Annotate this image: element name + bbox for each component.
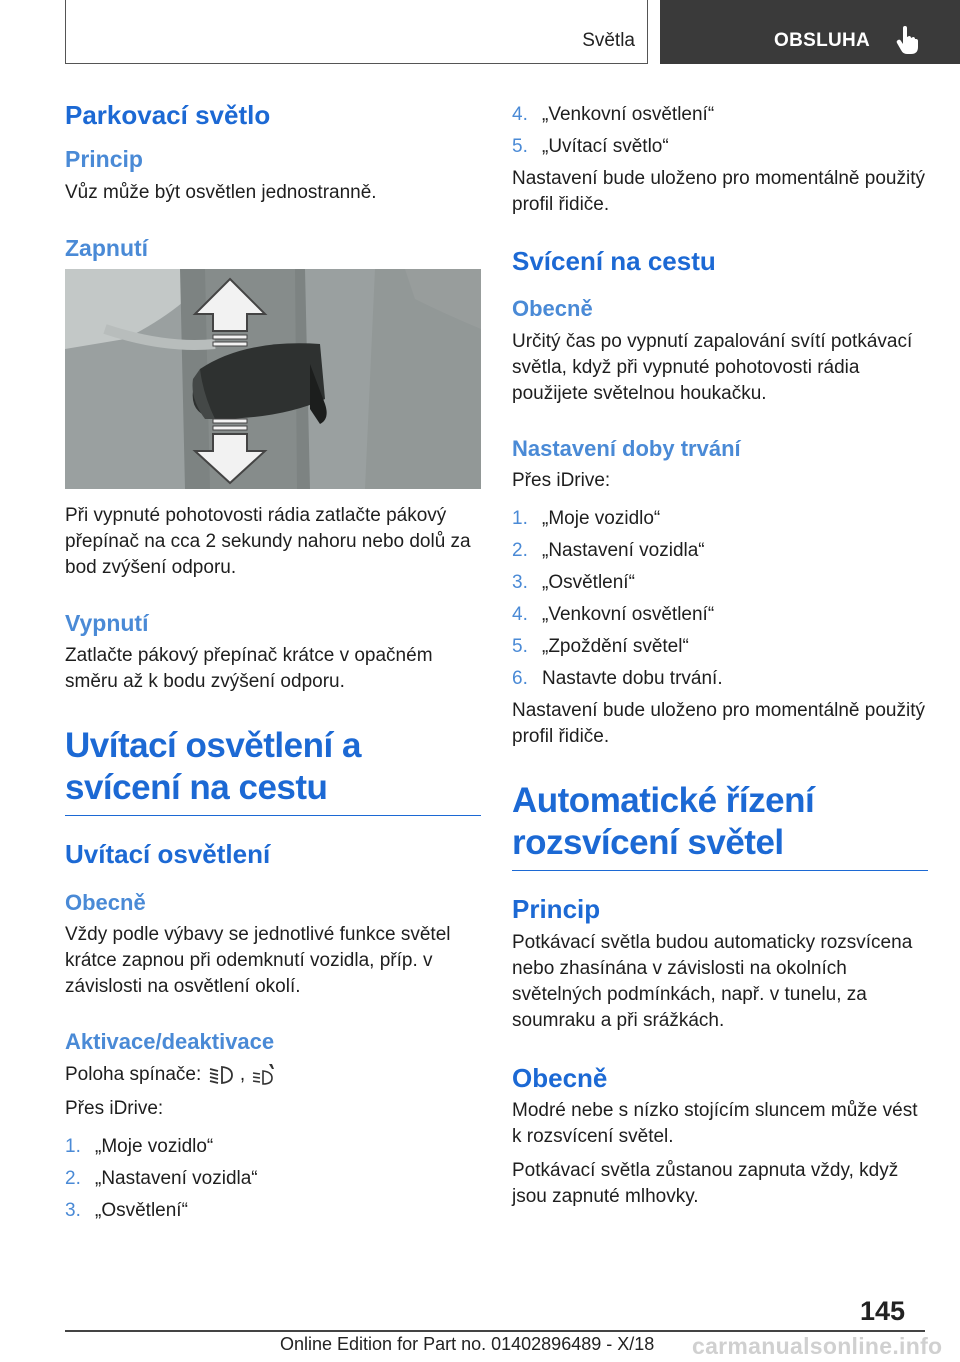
list-item: 1. „Moje vozidlo“ bbox=[512, 508, 661, 530]
switch-position-label: Poloha spínače: bbox=[65, 1063, 202, 1085]
left-column bbox=[65, 100, 481, 1230]
heading-general: Obecně bbox=[65, 889, 146, 915]
heading-automatic-headlights: Automatické řízení rozsvícení světel bbox=[512, 780, 928, 871]
text-principle-right: Potkávací světla budou automaticky rozsvícena nebo zhasínána v závislosti na okolních světelných podmínkách, např. v tunelu, za soumraku a při srážkách. bbox=[512, 931, 913, 1031]
header-section-title: Světla bbox=[582, 30, 635, 51]
heading-activation: Aktivace/deaktivace bbox=[65, 1029, 275, 1055]
page-number: 145 bbox=[860, 1296, 906, 1326]
list-item: 1. „Moje vozidlo“ bbox=[65, 1135, 214, 1157]
heading-principle: Princip bbox=[65, 146, 143, 173]
hand-pointer-icon bbox=[896, 26, 918, 54]
idrive-steps-left bbox=[65, 1134, 481, 1224]
footer-divider bbox=[65, 1330, 925, 1332]
heading-pathway-lighting: Svícení na cestu bbox=[512, 246, 716, 276]
list-item: 5. „Uvítací světlo“ bbox=[512, 136, 669, 157]
heading-parking-light: Parkovací světlo bbox=[65, 100, 271, 130]
list-item: 3. „Osvětlení“ bbox=[512, 572, 635, 594]
text-switch-on: Při vypnuté pohotovosti rádia zatlačte pákový přepínač na cca 2 sekundy nahoru nebo dolů za bod zvýšení odporu. bbox=[65, 504, 471, 578]
list-item: 3. „Osvětlení“ bbox=[65, 1199, 188, 1221]
idrive-steps-duration bbox=[512, 506, 928, 692]
switch-position-separator: , bbox=[239, 1063, 246, 1085]
heading-switch-on: Zapnutí bbox=[65, 234, 149, 261]
watermark: carmanualsonline.info bbox=[692, 1333, 943, 1359]
list-item: 4. „Venkovní osvětlení“ bbox=[512, 604, 715, 626]
heading-switch-off: Vypnutí bbox=[65, 609, 149, 636]
text-general: Vždy podle výbavy se jednotlivé funkce světel krátce zapnou při odemknutí vozidla, příp. v závislosti na osvětlení okolí. bbox=[65, 924, 451, 998]
heading-general-auto: Obecně bbox=[512, 1062, 608, 1093]
idrive-steps-continued bbox=[512, 102, 928, 160]
text-via-idrive: Přes iDrive: bbox=[65, 1097, 164, 1119]
low-beam-symbol-icon bbox=[207, 1063, 235, 1087]
right-column bbox=[512, 102, 928, 1218]
text-via-idrive-right: Přes iDrive: bbox=[512, 470, 611, 492]
automatic-headlight-symbol-icon bbox=[250, 1063, 278, 1087]
text-switch-off: Zatlačte pákový přepínač krátce v opačném směru až k bodu zvýšení odporu. bbox=[65, 645, 433, 693]
text-profile-saved-2: Nastavení bude uloženo pro momentálně použitý profil řidiče. bbox=[512, 700, 925, 748]
header-section-box bbox=[65, 0, 648, 64]
text-switch-position bbox=[65, 1062, 481, 1088]
list-item: 2. „Nastavení vozidla“ bbox=[512, 540, 705, 562]
heading-welcome-and-home-lighting: Uvítací osvětlení a svícení na cestu bbox=[65, 725, 481, 816]
header-chapter-tab bbox=[660, 0, 960, 64]
turn-signal-lever-photo bbox=[65, 269, 481, 489]
text-profile-saved-1: Nastavení bude uloženo pro momentálně použitý profil řidiče. bbox=[512, 168, 925, 215]
text-general-right: Určitý čas po vypnutí zapalování svítí potkávací světla, když při vypnuté pohotovosti rádia použijete světelnou houkačku. bbox=[512, 330, 913, 404]
heading-duration-setting: Nastavení doby trvání bbox=[512, 435, 741, 461]
text-general-auto-2: Potkávací světla zůstanou zapnuta vždy, když jsou zapnuté mlhovky. bbox=[512, 1160, 899, 1208]
footer-edition: Online Edition for Part no. 01402896489 - X/18 bbox=[280, 1334, 655, 1354]
list-item: 6. Nastavte dobu trvání. bbox=[512, 668, 723, 690]
list-item: 2. „Nastavení vozidla“ bbox=[65, 1167, 258, 1189]
heading-welcome-lighting: Uvítací osvětlení bbox=[65, 839, 271, 870]
heading-principle-right: Princip bbox=[512, 894, 601, 925]
text-principle: Vůz může být osvětlen jednostranně. bbox=[65, 181, 377, 203]
list-item: 4. „Venkovní osvětlení“ bbox=[512, 104, 715, 125]
heading-general-right: Obecně bbox=[512, 296, 593, 322]
header-chapter-label: OBSLUHA bbox=[774, 30, 871, 51]
text-general-auto-1: Modré nebe s nízko stojícím sluncem může vést k rozsvícení světel. bbox=[512, 1100, 918, 1148]
list-item: 5. „Zpoždění světel“ bbox=[512, 636, 689, 658]
